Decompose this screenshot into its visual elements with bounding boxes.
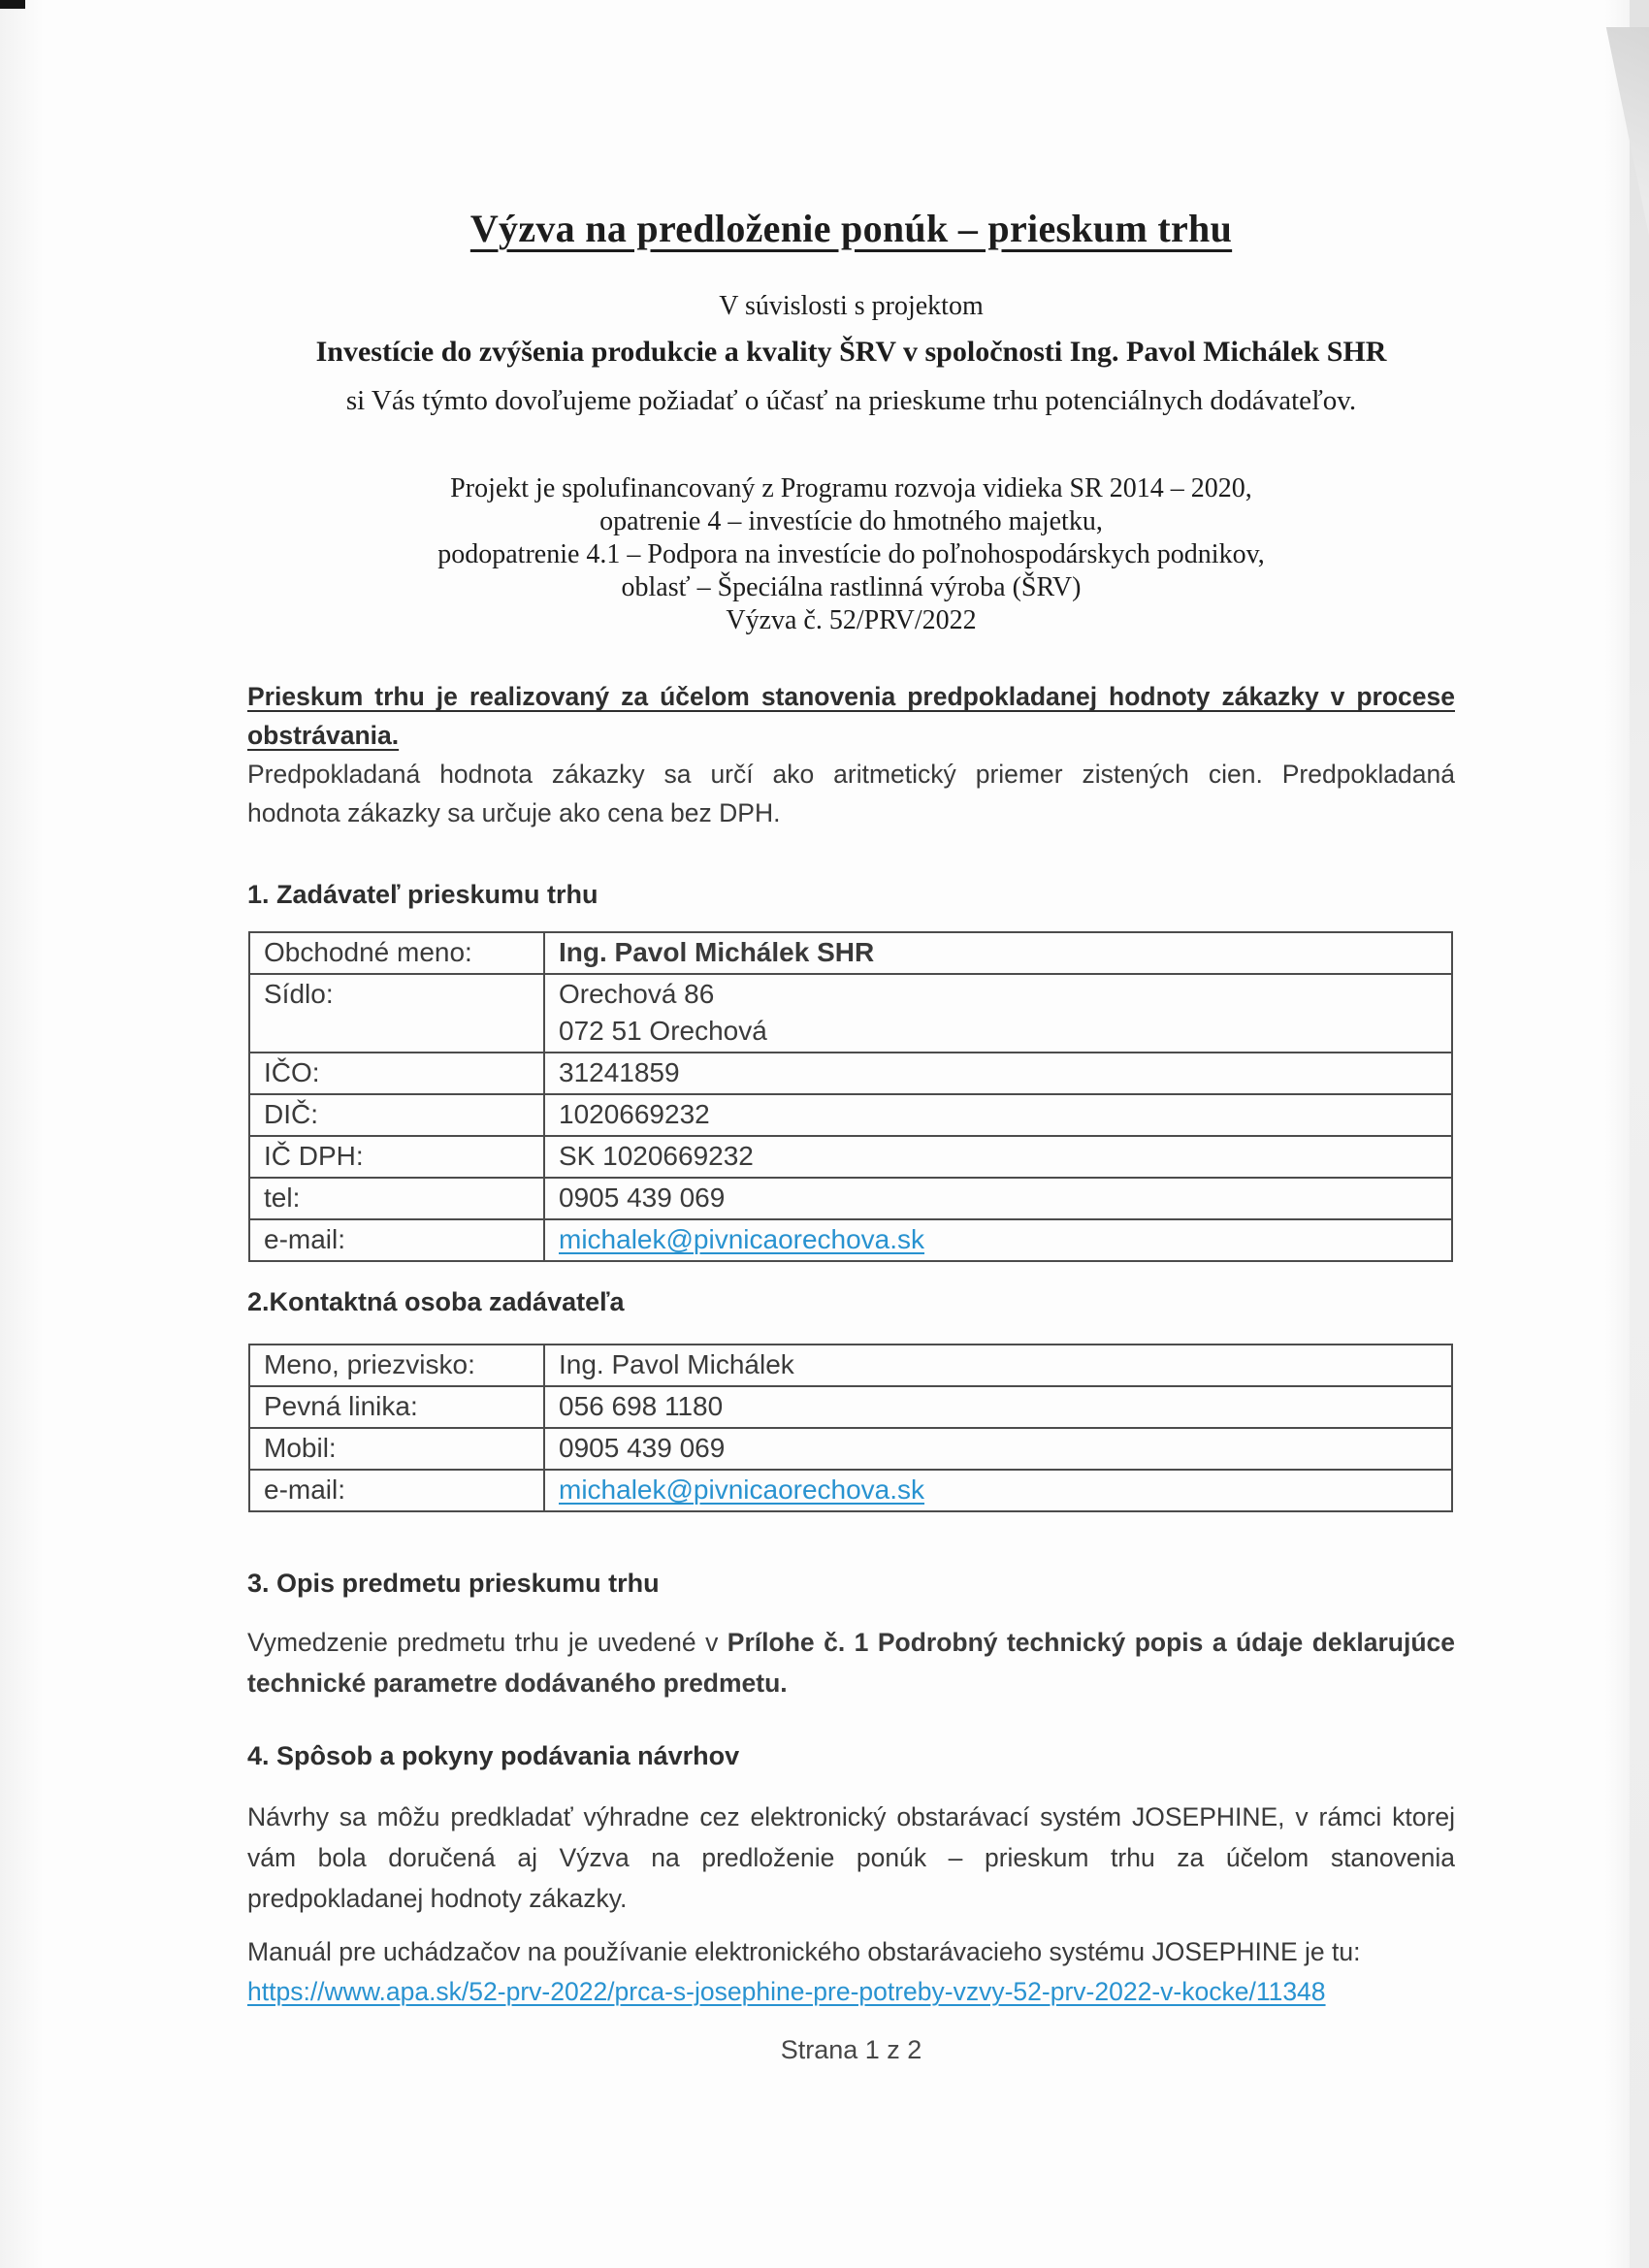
kontakt-email-link[interactable]: michalek@pivnicaorechova.sk: [559, 1474, 925, 1505]
section-4-heading: 4. Spôsob a pokyny podávania návrhov: [247, 1741, 740, 1770]
tel-value: 0905 439 069: [544, 1178, 1452, 1219]
section-2-heading: 2.Kontaktná osoba zadávateľa: [247, 1287, 625, 1316]
funding-block: [247, 472, 1455, 637]
navrhy-paragraph: [247, 1797, 1455, 1919]
table-row: [249, 1094, 1452, 1136]
email-value-cell-2: [544, 1470, 1452, 1511]
table-row: [249, 1219, 1452, 1261]
email-value-cell: [544, 1219, 1452, 1261]
pevna-linka-label: Pevná linika:: [249, 1386, 544, 1428]
funding-line-5: Výzva č. 52/PRV/2022: [726, 605, 977, 635]
purpose-body-line-2: hodnota zákazky sa určuje ako cena bez DPH.: [247, 798, 781, 827]
navrhy-line-2: vám bola doručená aj Výzva na predloženie ponúk – prieskum trhu za účelom stanovenia: [247, 1843, 1455, 1872]
table-row: [249, 932, 1452, 974]
predmet-line-1-normal: Vymedzenie predmetu trhu je uvedené v: [247, 1628, 728, 1657]
tel-label: tel:: [249, 1178, 544, 1219]
funding-line-3: podopatrenie 4.1 – Podpora na investície do poľnohospodárskych podnikov,: [437, 539, 1265, 569]
meno-value: Ing. Pavol Michálek: [544, 1345, 1452, 1386]
ic-dph-value: SK 1020669232: [544, 1136, 1452, 1178]
section-3-heading: 3. Opis predmetu prieskumu trhu: [247, 1569, 660, 1598]
funding-line-2: opatrenie 4 – investície do hmotného majetku,: [599, 506, 1103, 536]
predmet-line-1: [247, 1622, 1455, 1663]
meno-label: Meno, priezvisko:: [249, 1345, 544, 1386]
email-label-2: e-mail:: [249, 1470, 544, 1511]
mobil-value: 0905 439 069: [544, 1428, 1452, 1470]
sidlo-value: [544, 974, 1452, 1053]
funding-line-1: Projekt je spolufinancovaný z Programu rozvoja vidieka SR 2014 – 2020,: [450, 473, 1252, 503]
ico-label: IČO:: [249, 1053, 544, 1094]
manual-url-line: [247, 1977, 1455, 2007]
purpose-body-line-1: Predpokladaná hodnota zákazky sa určí ako aritmetický priemer zistených cien. Predpokladaná: [247, 760, 1455, 789]
manual-paragraph: Manuál pre uchádzačov na používanie elektronického obstarávacieho systému JOSEPHINE je tu:: [247, 1937, 1361, 1966]
sidlo-city: 072 51 Orechová: [559, 1016, 767, 1046]
section-1-heading: 1. Zadávateľ prieskumu trhu: [247, 880, 598, 909]
table-row: [249, 1470, 1452, 1511]
predmet-line-1-bold: Prílohe č. 1 Podrobný technický popis a údaje deklarujúce: [727, 1628, 1455, 1657]
dic-value: 1020669232: [544, 1094, 1452, 1136]
page-number-footer: Strana 1 z 2: [780, 2035, 922, 2064]
table-row: [249, 1178, 1452, 1219]
project-name-line: Investície do zvýšenia produkcie a kvality ŠRV v spoločnosti Ing. Pavol Michálek SHR: [315, 336, 1387, 368]
obchodne-meno-value: Ing. Pavol Michálek SHR: [544, 932, 1452, 974]
ico-value: 31241859: [544, 1053, 1452, 1094]
scan-corner-mark: [0, 0, 25, 9]
document-title: Výzva na predloženie ponúk – prieskum trhu: [469, 207, 1233, 250]
sidlo-label: Sídlo:: [249, 974, 544, 1053]
kontakt-table: [248, 1344, 1453, 1512]
table-row: [249, 1053, 1452, 1094]
table-row: [249, 1136, 1452, 1178]
funding-line-4: oblasť – Špeciálna rastlinná výroba (ŠRV): [621, 572, 1082, 602]
purpose-heading-line-1: Prieskum trhu je realizovaný za účelom stanovenia predpokladanej hodnoty zákazky v procese: [247, 682, 1455, 711]
intro-request-line: si Vás týmto dovoľujeme požiadať o účasť na prieskume trhu potenciálnych dodávateľov.: [345, 385, 1357, 416]
table-row: [249, 1386, 1452, 1428]
predmet-paragraph: [247, 1622, 1455, 1703]
ic-dph-label: IČ DPH:: [249, 1136, 544, 1178]
sidlo-street: Orechová 86: [559, 979, 715, 1009]
scan-edge-strip: [1630, 0, 1649, 2268]
pevna-linka-value: 056 698 1180: [544, 1386, 1452, 1428]
purpose-heading-line-2: obstrávania.: [247, 721, 400, 750]
zadavatel-table: [248, 931, 1453, 1262]
table-row: [249, 974, 1452, 1053]
navrhy-line-1: Návrhy sa môžu predkladať výhradne cez elektronický obstarávací systém JOSEPHINE, v rámci ktorej: [247, 1802, 1455, 1831]
table-row: [249, 1428, 1452, 1470]
email-label: e-mail:: [249, 1219, 544, 1261]
dic-label: DIČ:: [249, 1094, 544, 1136]
mobil-label: Mobil:: [249, 1428, 544, 1470]
table-row: [249, 1345, 1452, 1386]
josephine-manual-link[interactable]: https://www.apa.sk/52-prv-2022/prca-s-josephine-pre-potreby-vzvy-52-prv-2022-v-kocke/11348: [247, 1977, 1326, 2006]
navrhy-line-3: predpokladanej hodnoty zákazky.: [247, 1884, 628, 1913]
predmet-line-2: technické parametre dodávaného predmetu.: [247, 1669, 788, 1698]
obchodne-meno-label: Obchodné meno:: [249, 932, 544, 974]
zadavatel-email-link[interactable]: michalek@pivnicaorechova.sk: [559, 1224, 925, 1254]
intro-context-line: V súvislosti s projektom: [719, 291, 984, 321]
purpose-paragraph: [247, 677, 1455, 832]
